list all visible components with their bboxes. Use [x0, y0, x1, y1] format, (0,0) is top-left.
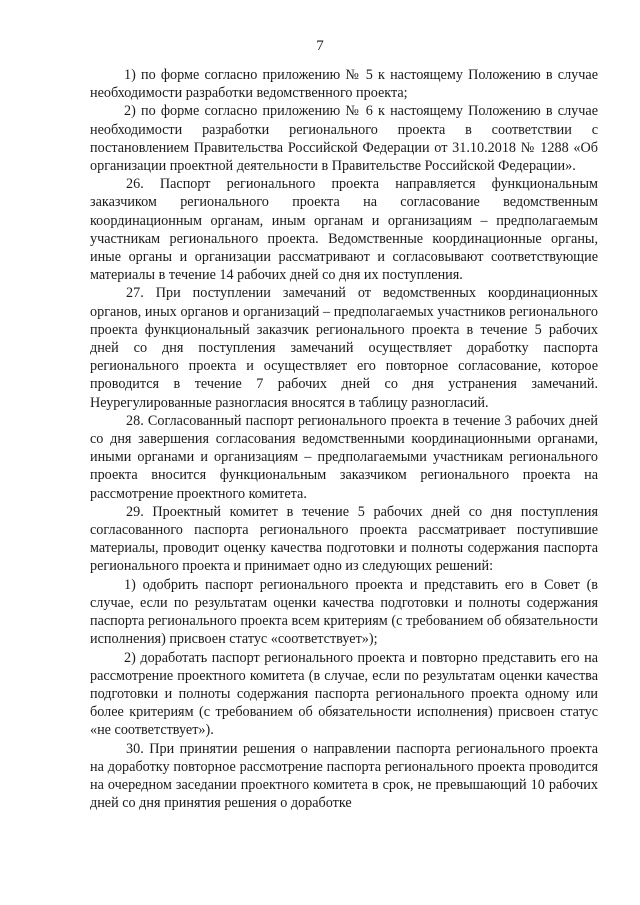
paragraph-list-item-1: 1) по форме согласно приложению № 5 к настоящему Положению в случае необходимости разработки ведомственного проекта;: [90, 67, 598, 102]
paragraph-clause-29: 29. Проектный комитет в течение 5 рабочих дней со дня поступления согласованного паспорта регионального проекта рассматривает поступившие материалы, проводит оценку качества подготовки и полноты содержания паспорта регионального проекта и принимает одно из следующих решений:: [90, 503, 598, 575]
paragraph-clause-28: 28. Согласованный паспорт регионального проекта в течение 3 рабочих дней со дня завершения согласования ведомственными координационными органами, иными органами и организациям – предполагаемыми участникам регионального проекта вносится функциональным заказчиком регионального проекта на рассмотрение проектного комитета.: [90, 412, 598, 502]
paragraph-decision-2: 2) доработать паспорт регионального проекта и повторно представить его на рассмотрение проектного комитета (в случае, если по результатам оценки качества подготовки и полноты содержания паспорта регионального проекта одному или более критериям (с требованием об обязательности исполнения) присвоен статус «не соответствует»).: [90, 649, 598, 739]
paragraph-decision-1: 1) одобрить паспорт регионального проекта и представить его в Совет (в случае, если по результатам оценки качества подготовки и полноты содержания паспорта регионального проекта всем критериям (с требованием об обязательности исполнения) присвоен статус «соответствует»);: [90, 576, 598, 648]
paragraph-clause-26: 26. Паспорт регионального проекта направляется функциональным заказчиком регионального проекта на согласование ведомственным координационным органам, иным органам и организациям – предполагаемым участникам регионального проекта. Ведомственные координационные органы, иные органы и организации рассматривают и согласовывают соответствующие материалы в течение 14 рабочих дней со дня их поступления.: [90, 176, 598, 284]
document-body: [90, 66, 598, 812]
paragraph-clause-30: 30. При принятии решения о направлении паспорта регионального проекта на доработку повторное рассмотрение паспорта регионального проекта проводится на очередном заседании проектного комитета в срок, не превышающий 10 рабочих дней со дня принятия решения о доработке: [90, 740, 598, 812]
page-number: 7: [316, 38, 324, 54]
paragraph-list-item-2: 2) по форме согласно приложению № 6 к настоящему Положению в случае необходимости разработки регионального проекта в соответствии с постановлением Правительства Российской Федерации от 31.10.2018 № 1288 «Об организации проектной деятельности в Правительстве Российской Федерации».: [90, 103, 598, 175]
paragraph-clause-27: 27. При поступлении замечаний от ведомственных координационных органов, иных органов и организаций – предполагаемых участников регионального проекта функциональный заказчик регионального проекта в течение 5 рабочих дней со дня поступления замечаний осуществляет доработку паспорта регионального проекта и осуществляет его повторное согласование, которое проводится в течение 7 рабочих дней со дня устранения замечаний. Неурегулированные разногласия вносятся в таблицу разногласий.: [90, 285, 598, 411]
